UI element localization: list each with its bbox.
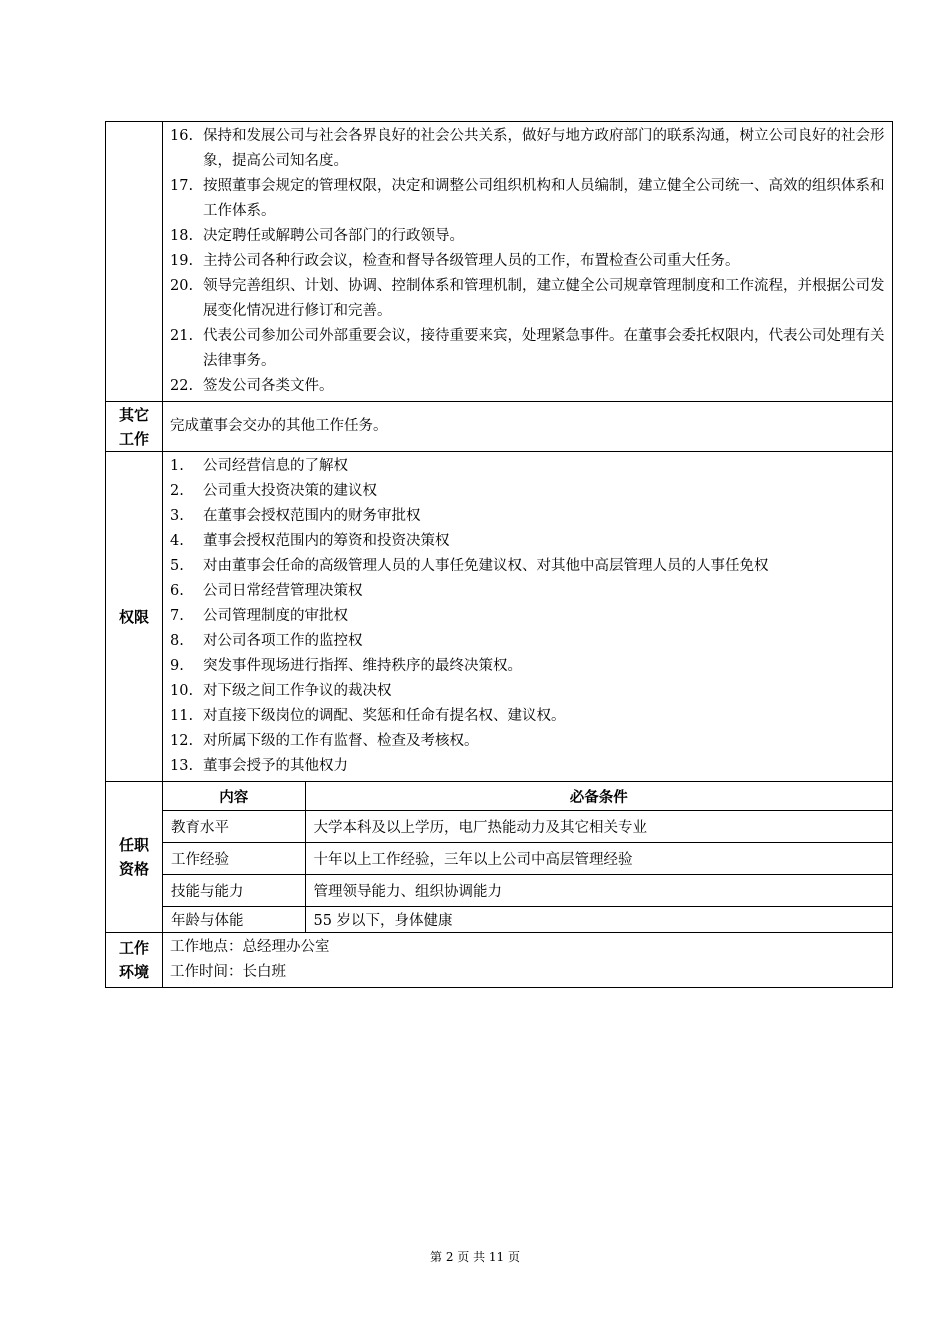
list-item-text: 公司日常经营管理决策权 (203, 583, 363, 599)
qualification-item: 技能与能力 (163, 875, 305, 907)
list-item-number: 17. (170, 178, 194, 194)
list-item (170, 729, 886, 754)
list-item (170, 454, 886, 479)
other-work-label-line1: 其它 (118, 405, 149, 424)
list-item (170, 249, 886, 274)
qualification-item: 工作经验 (163, 843, 305, 875)
environment-label-line1: 工作 (118, 939, 149, 957)
list-item (170, 504, 886, 529)
work-hours: 工作时间：长白班 (170, 964, 286, 980)
list-item (170, 224, 886, 249)
qualification-row (163, 843, 892, 875)
other-work-text: 完成董事会交办的其他工作任务。 (170, 418, 388, 434)
list-item (170, 604, 886, 629)
other-work-label-line2: 工作 (118, 429, 149, 448)
list-item-number: 5. (170, 558, 184, 574)
list-item-text: 按照董事会规定的管理权限，决定和调整公司组织机构和人员编制，建立健全公司统一、高效的组织体系和工作体系。 (203, 178, 885, 219)
duties-label-cell (106, 122, 163, 402)
qualifications-label (106, 782, 163, 933)
header-requirement: 必备条件 (305, 782, 892, 811)
qualifications-row (106, 782, 893, 933)
list-item-text: 对由董事会任命的高级管理人员的人事任免建议权、对其他中高层管理人员的人事任免权 (203, 558, 769, 574)
list-item-number: 2. (170, 483, 184, 499)
list-item-text: 在董事会授权范围内的财务审批权 (203, 508, 421, 524)
list-item-text: 公司管理制度的审批权 (203, 608, 348, 624)
list-item-number: 3. (170, 508, 184, 524)
list-item-number: 1. (170, 458, 184, 474)
list-item (170, 554, 886, 579)
qualification-item: 年龄与体能 (163, 907, 305, 933)
header-content: 内容 (163, 782, 305, 811)
qualification-item: 教育水平 (163, 811, 305, 843)
list-item-text: 公司重大投资决策的建议权 (203, 483, 377, 499)
duties-continued-row (106, 122, 893, 402)
qualification-requirement: 十年以上工作经验，三年以上公司中高层管理经验 (305, 843, 892, 875)
list-item (170, 629, 886, 654)
qualification-requirement: 55 岁以下，身体健康 (305, 907, 892, 933)
authority-label: 权限 (106, 452, 163, 782)
list-item-text: 决定聘任或解聘公司各部门的行政领导。 (203, 228, 464, 244)
qualification-row (163, 875, 892, 907)
list-item-text: 董事会授予的其他权力 (203, 758, 348, 774)
list-item-number: 22. (170, 378, 194, 394)
qualification-row (163, 811, 892, 843)
list-item-number: 7. (170, 608, 184, 624)
qualification-requirement: 大学本科及以上学历，电厂热能动力及其它相关专业 (305, 811, 892, 843)
qualification-row (163, 907, 892, 933)
list-item (170, 324, 886, 374)
other-work-content (163, 402, 893, 452)
list-item (170, 704, 886, 729)
qualification-requirement: 管理领导能力、组织协调能力 (305, 875, 892, 907)
qualifications-table (163, 782, 892, 932)
list-item-number: 8. (170, 633, 184, 649)
list-item-text: 代表公司参加公司外部重要会议，接待重要来宾，处理紧急事件。在董事会委托权限内，代表公司处理有关法律事务。 (203, 328, 885, 369)
environment-label-line2: 环境 (118, 963, 149, 981)
list-item-number: 16. (170, 128, 194, 144)
list-item (170, 374, 886, 399)
work-location: 工作地点：总经理办公室 (170, 939, 330, 955)
other-work-row (106, 402, 893, 452)
list-item-number: 6. (170, 583, 184, 599)
list-item (170, 654, 886, 679)
list-item (170, 529, 886, 554)
list-item (170, 479, 886, 504)
list-item-number: 10. (170, 683, 194, 699)
environment-row (106, 933, 893, 988)
list-item (170, 679, 886, 704)
qualifications-label-line2: 资格 (118, 860, 149, 878)
authority-list (163, 452, 893, 782)
qualifications-label-line1: 任职 (118, 836, 149, 854)
duties-list (163, 122, 893, 402)
list-item-text: 对所属下级的工作有监督、检查及考核权。 (203, 733, 479, 749)
list-item-text: 公司经营信息的了解权 (203, 458, 348, 474)
list-item-number: 11. (170, 708, 194, 724)
environment-content (163, 933, 893, 988)
list-item-number: 20. (170, 278, 194, 294)
list-item-number: 12. (170, 733, 194, 749)
other-work-label (106, 402, 163, 452)
list-item-text: 保持和发展公司与社会各界良好的社会公共关系，做好与地方政府部门的联系沟通，树立公司良好的社会形象，提高公司知名度。 (203, 128, 885, 169)
list-item-text: 领导完善组织、计划、协调、控制体系和管理机制，建立健全公司规章管理制度和工作流程，并根据公司发展变化情况进行修订和完善。 (203, 278, 885, 319)
list-item-number: 9. (170, 658, 184, 674)
qualifications-content (163, 782, 893, 933)
list-item-text: 对公司各项工作的监控权 (203, 633, 363, 649)
list-item-text: 突发事件现场进行指挥、维持秩序的最终决策权。 (203, 658, 522, 674)
authority-row (106, 452, 893, 782)
qualifications-header-row (163, 782, 892, 811)
list-item-text: 对下级之间工作争议的裁决权 (203, 683, 392, 699)
list-item-number: 21. (170, 328, 194, 344)
page-footer: 第 2 页 共 11 页 (430, 1250, 520, 1264)
list-item (170, 124, 886, 174)
list-item-number: 18. (170, 228, 194, 244)
list-item (170, 174, 886, 224)
list-item (170, 754, 886, 779)
list-item-text: 对直接下级岗位的调配、奖惩和任命有提名权、建议权。 (203, 708, 566, 724)
list-item (170, 579, 886, 604)
list-item-text: 董事会授权范围内的筹资和投资决策权 (203, 533, 450, 549)
list-item-number: 19. (170, 253, 194, 269)
list-item (170, 274, 886, 324)
list-item-number: 4. (170, 533, 184, 549)
environment-label (106, 933, 163, 988)
job-description-table-wrapper (105, 121, 893, 988)
list-item-text: 主持公司各种行政会议，检查和督导各级管理人员的工作，布置检查公司重大任务。 (203, 253, 740, 269)
job-description-table (105, 121, 893, 988)
list-item-text: 签发公司各类文件。 (203, 378, 334, 394)
list-item-number: 13. (170, 758, 194, 774)
